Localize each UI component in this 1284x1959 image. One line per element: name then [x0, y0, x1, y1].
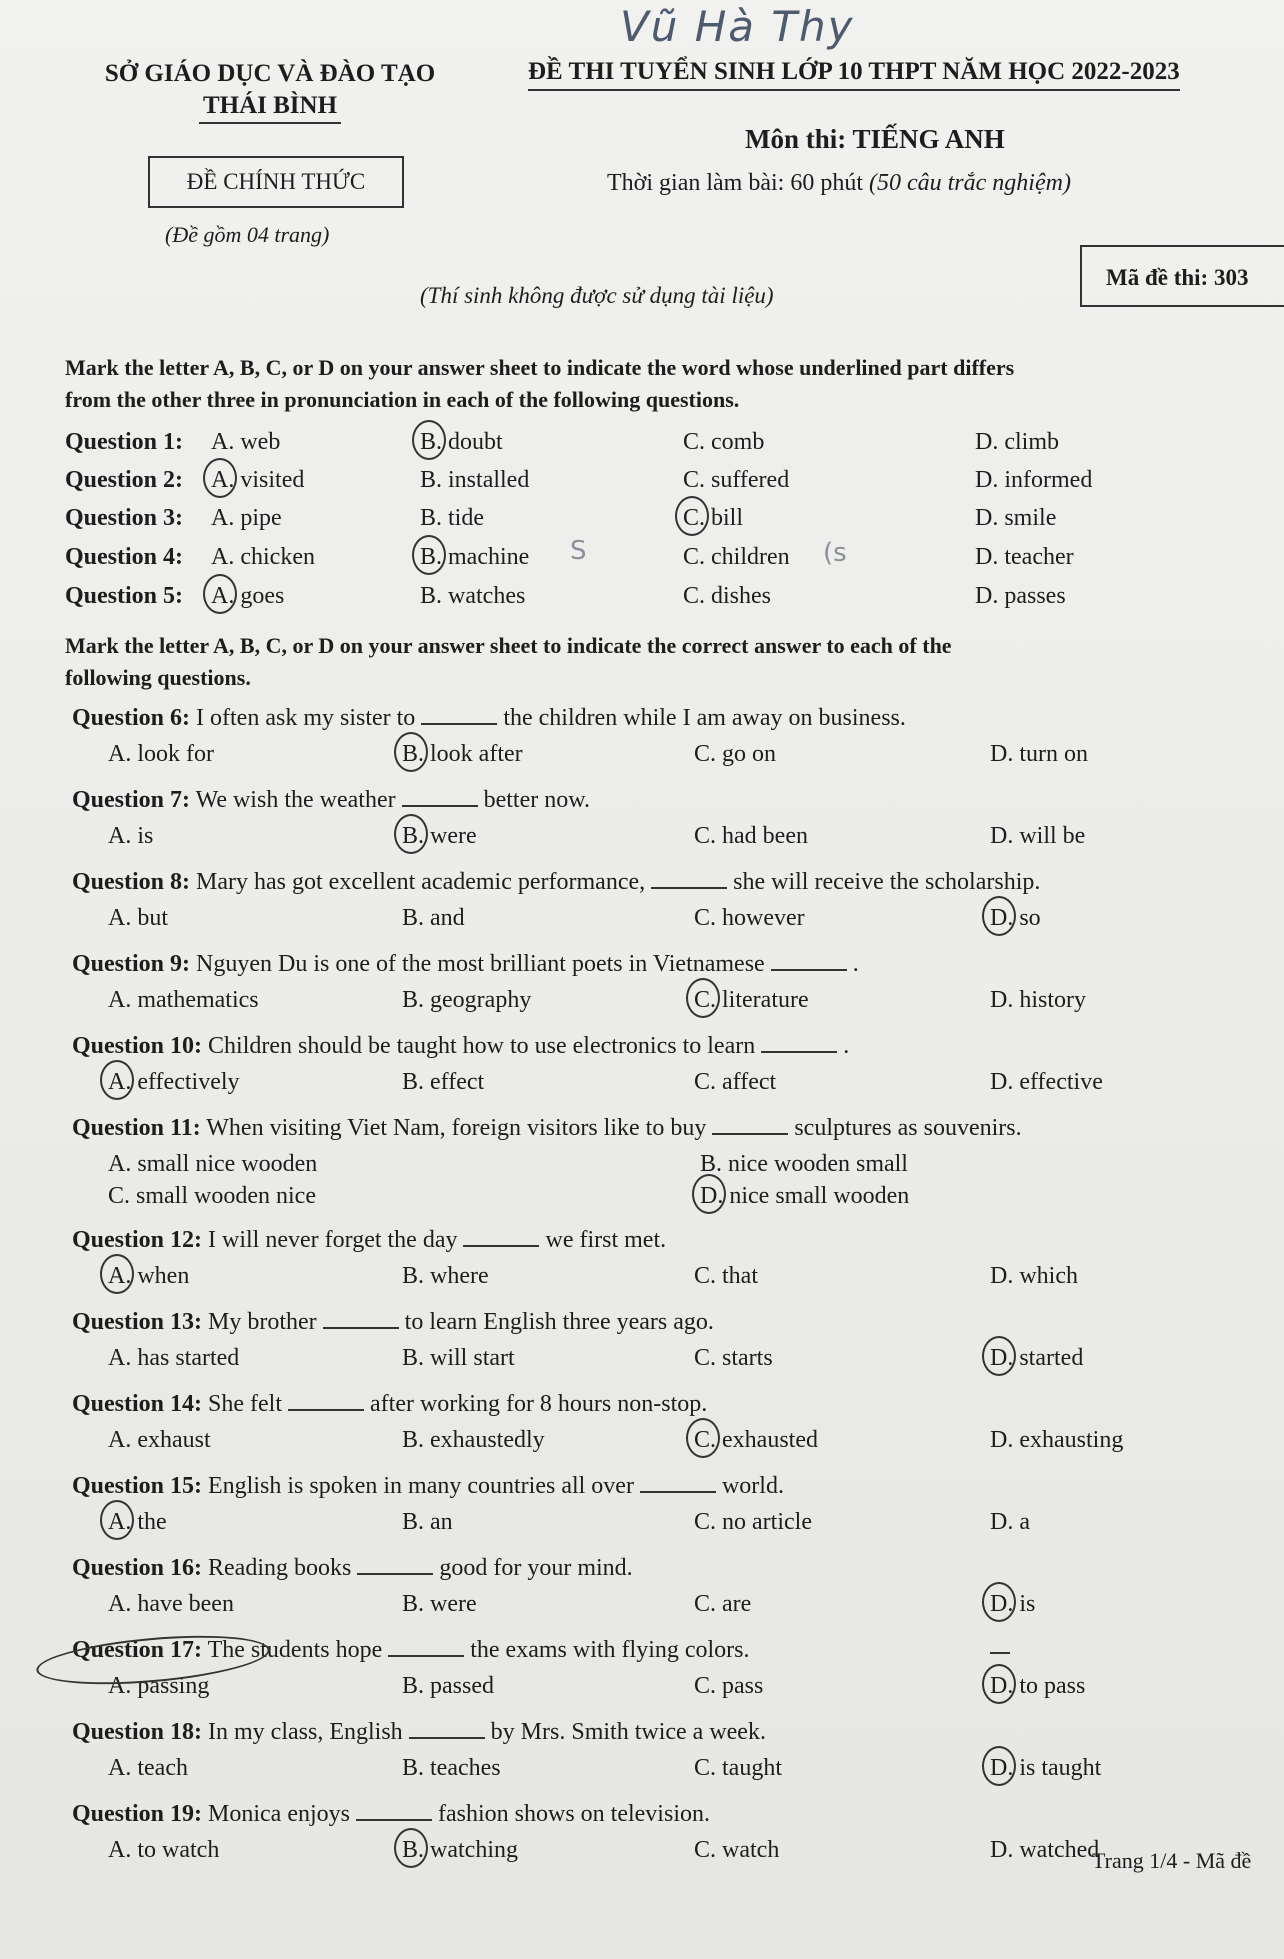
- question-label: Question 4:: [65, 544, 184, 570]
- question-stem: [72, 1222, 666, 1258]
- page-footer: Trang 1/4 - Mã đề: [1092, 1848, 1252, 1873]
- stem-before: She felt: [208, 1391, 282, 1417]
- option-a: A. has started: [108, 1345, 240, 1371]
- question-stem: [72, 1550, 633, 1586]
- option-a: A. goes: [211, 578, 284, 614]
- stem-before: Mary has got excellent academic performance,: [196, 869, 646, 895]
- stem-after: .: [843, 1033, 850, 1059]
- question-stem: [72, 946, 859, 982]
- stem-before: Children should be taught how to use electronics to learn: [208, 1033, 756, 1059]
- option-c: C. bill: [683, 500, 743, 536]
- question-label: Question 2:: [65, 467, 184, 493]
- stem-after: fashion shows on television.: [438, 1801, 710, 1827]
- option-d: D. history: [990, 987, 1087, 1013]
- question-label: Question 17:: [72, 1637, 203, 1663]
- option-a: A. to watch: [108, 1837, 220, 1863]
- answer-blank: [771, 949, 847, 971]
- question-label: Question 9:: [72, 951, 191, 977]
- stem-before: I often ask my sister to: [196, 705, 416, 731]
- answer-blank: [409, 1717, 485, 1739]
- option-b: B. were: [402, 1591, 477, 1617]
- stem-before: Reading books: [208, 1555, 352, 1581]
- stem-before: I will never forget the day: [208, 1227, 458, 1253]
- subject-line: Môn thi: TIẾNG ANH: [745, 124, 1005, 154]
- question-label: Question 11:: [72, 1115, 201, 1141]
- option-a: A. teach: [108, 1755, 188, 1781]
- question-label: Question 10:: [72, 1033, 203, 1059]
- answer-blank: [356, 1799, 432, 1821]
- options-row: [72, 1146, 1272, 1182]
- stem-after: the exams with flying colors.: [470, 1637, 750, 1663]
- stem-before: My brother: [208, 1309, 317, 1335]
- option-b: B. where: [402, 1263, 489, 1289]
- stem-before: English is spoken in many countries all over: [208, 1473, 634, 1499]
- option-c: C. suffered: [683, 467, 790, 493]
- option-c: C. go on: [694, 741, 777, 767]
- question-stem: [72, 1110, 1022, 1146]
- section1-instruction: Mark the letter A, B, C, or D on your answer sheet to indicate the word whose underlined part differs from the other three in pronunciation in each of the following questions.: [65, 355, 1015, 412]
- department-header: [80, 58, 460, 124]
- answer-blank: [651, 867, 727, 889]
- stem-after: by Mrs. Smith twice a week.: [490, 1719, 766, 1745]
- option-b: B. exhaustedly: [402, 1427, 545, 1453]
- option-d: D. which: [990, 1263, 1078, 1289]
- question-row: [65, 500, 1284, 536]
- time-line: Thời gian làm bài: 60 phút (50 câu trắc nghiệm): [607, 170, 1071, 196]
- option-a: A. web: [211, 429, 281, 455]
- option-c: C. however: [694, 905, 805, 931]
- exam-title: ĐỀ THI TUYỂN SINH LỚP 10 THPT NĂM HỌC 2022-2023: [528, 58, 1258, 86]
- option-c: C. that: [694, 1263, 759, 1289]
- option-d: D. passes: [975, 583, 1066, 609]
- option-b: B. passed: [402, 1673, 494, 1699]
- option-b: B. watches: [420, 583, 526, 609]
- stem-after: she will receive the scholarship.: [733, 869, 1041, 895]
- question-stem: [72, 1386, 707, 1422]
- option-a: A. small nice wooden: [108, 1151, 318, 1177]
- question-label: Question 8:: [72, 869, 191, 895]
- option-b: B. were: [402, 818, 477, 854]
- option-a: A. mathematics: [108, 987, 259, 1013]
- page-count-note: (Đề gồm 04 trang): [165, 222, 330, 247]
- question-stem: [72, 1028, 849, 1064]
- option-d: D. nice small wooden: [700, 1178, 909, 1214]
- question-label: Question 19:: [72, 1801, 203, 1827]
- question-label: Question 7:: [72, 787, 191, 813]
- option-c: C. affect: [694, 1069, 777, 1095]
- options-row: [72, 900, 1272, 936]
- stem-before: Monica enjoys: [208, 1801, 350, 1827]
- option-c: C. small wooden nice: [108, 1183, 316, 1209]
- option-b: B. teaches: [402, 1755, 501, 1781]
- answer-blank: [761, 1031, 837, 1053]
- options-row: [72, 1750, 1272, 1786]
- options-row: [72, 1064, 1272, 1100]
- option-d: D. started: [990, 1340, 1083, 1376]
- option-a: A. visited: [211, 462, 304, 498]
- option-d: D. exhausting: [990, 1427, 1124, 1453]
- option-c: C. starts: [694, 1345, 773, 1371]
- stem-after: good for your mind.: [439, 1555, 633, 1581]
- option-d: D. so: [990, 900, 1041, 936]
- option-d: D. to pass: [990, 1668, 1085, 1704]
- option-c: C. children: [683, 544, 790, 570]
- stem-after: the children while I am away on business.: [503, 705, 906, 731]
- question-label: Question 13:: [72, 1309, 203, 1335]
- margin-mark-es: (s: [823, 538, 847, 568]
- options-row: [72, 1178, 1272, 1214]
- question-label: Question 1:: [65, 429, 184, 455]
- option-c: C. literature: [694, 982, 809, 1018]
- option-a: A. exhaust: [108, 1427, 211, 1453]
- question-row: [65, 424, 1284, 460]
- stem-before: Nguyen Du is one of the most brilliant poets in Vietnamese: [196, 951, 765, 977]
- margin-mark-s: S: [570, 536, 587, 566]
- option-d: D. smile: [975, 505, 1057, 531]
- option-d: D. climb: [975, 429, 1059, 455]
- stem-before: The students hope: [207, 1637, 383, 1663]
- answer-blank: [463, 1225, 539, 1247]
- option-a: A. but: [108, 905, 169, 931]
- options-row: [72, 1258, 1272, 1294]
- option-a: A. when: [108, 1258, 189, 1294]
- question-label: Question 12:: [72, 1227, 203, 1253]
- answer-blank: [712, 1113, 788, 1135]
- options-row: [72, 1422, 1272, 1458]
- department-name: SỞ GIÁO DỤC VÀ ĐÀO TẠO: [104, 60, 436, 87]
- options-row: [72, 736, 1272, 772]
- question-label: Question 14:: [72, 1391, 203, 1417]
- stem-after: world.: [721, 1473, 784, 1499]
- options-row: [72, 818, 1272, 854]
- exam-code-box: Mã đề thi: 303: [1080, 245, 1284, 307]
- stem-after: better now.: [483, 787, 590, 813]
- option-d: D. effective: [990, 1069, 1103, 1095]
- option-d: D. a: [990, 1509, 1030, 1535]
- question-stem: [72, 782, 590, 818]
- no-documents-note: (Thí sinh không được sử dụng tài liệu): [420, 283, 774, 308]
- option-c: C. no article: [694, 1509, 812, 1535]
- option-a: A. chicken: [211, 544, 315, 570]
- option-c: C. comb: [683, 429, 765, 455]
- option-a: A. is: [108, 823, 154, 849]
- answer-blank: [288, 1389, 364, 1411]
- answer-blank: [421, 703, 497, 725]
- options-row: [72, 982, 1272, 1018]
- option-d: D. is taught: [990, 1750, 1101, 1786]
- question-stem: [72, 700, 906, 736]
- options-row: [72, 1504, 1272, 1540]
- option-c: C. watch: [694, 1837, 780, 1863]
- question-label: Question 15:: [72, 1473, 203, 1499]
- option-b: B. and: [402, 905, 465, 931]
- option-c: C. had been: [694, 823, 808, 849]
- stem-after: sculptures as souvenirs.: [794, 1115, 1022, 1141]
- stem-after: after working for 8 hours non-stop.: [370, 1391, 708, 1417]
- option-b: B. machine: [420, 539, 529, 575]
- option-b: B. tide: [420, 505, 485, 531]
- option-d: D. informed: [975, 467, 1093, 493]
- option-d: D. is: [990, 1586, 1035, 1622]
- answer-blank: [357, 1553, 433, 1575]
- option-a: A. pipe: [211, 505, 282, 531]
- question-stem: [72, 1714, 766, 1750]
- option-c: C. dishes: [683, 583, 772, 609]
- option-c: C. are: [694, 1591, 752, 1617]
- answer-blank: [388, 1635, 464, 1657]
- question-stem: [72, 1468, 784, 1504]
- official-label-box: ĐỀ CHÍNH THỨC: [148, 156, 404, 208]
- option-b: B. an: [402, 1509, 453, 1535]
- question-row: [65, 539, 1284, 575]
- option-b: B. installed: [420, 467, 530, 493]
- handwritten-name: Vũ Hà Thy: [620, 2, 855, 51]
- question-17-dash-mark: [990, 1652, 1010, 1654]
- option-d: D. watched: [990, 1837, 1100, 1863]
- section2-instruction: Mark the letter A, B, C, or D on your answer sheet to indicate the correct answer to each of the following questions.: [65, 633, 952, 690]
- option-b: B. effect: [402, 1069, 485, 1095]
- option-a: A. effectively: [108, 1064, 240, 1100]
- answer-blank: [640, 1471, 716, 1493]
- option-b: B. look after: [402, 736, 523, 772]
- option-d: D. will be: [990, 823, 1086, 849]
- answer-blank: [323, 1307, 399, 1329]
- option-d: D. teacher: [975, 544, 1074, 570]
- option-b: B. nice wooden small: [700, 1151, 908, 1177]
- stem-after: to learn English three years ago.: [404, 1309, 714, 1335]
- option-a: A. the: [108, 1504, 167, 1540]
- option-c: C. pass: [694, 1673, 764, 1699]
- stem-after: .: [852, 951, 859, 977]
- options-row: [72, 1668, 1272, 1704]
- question-stem: [72, 1304, 714, 1340]
- question-label: Question 5:: [65, 583, 184, 609]
- question-label: Question 6:: [72, 705, 191, 731]
- option-b: B. doubt: [420, 424, 503, 460]
- answer-blank: [402, 785, 478, 807]
- question-stem: [72, 1796, 710, 1832]
- option-c: C. exhausted: [694, 1422, 818, 1458]
- question-label: Question 18:: [72, 1719, 203, 1745]
- option-b: B. geography: [402, 987, 532, 1013]
- options-row: [72, 1586, 1272, 1622]
- question-label: Question 3:: [65, 505, 184, 531]
- question-row: [65, 578, 1284, 614]
- option-a: A. have been: [108, 1591, 234, 1617]
- option-b: B. watching: [402, 1832, 518, 1868]
- stem-after: we first met.: [545, 1227, 667, 1253]
- options-row: [72, 1340, 1272, 1376]
- option-a: A. look for: [108, 741, 214, 767]
- option-c: C. taught: [694, 1755, 783, 1781]
- question-stem: [72, 864, 1040, 900]
- option-d: D. turn on: [990, 741, 1089, 767]
- question-label: Question 16:: [72, 1555, 203, 1581]
- option-b: B. will start: [402, 1345, 515, 1371]
- stem-before: When visiting Viet Nam, foreign visitors like to buy: [206, 1115, 707, 1141]
- question-row: [65, 462, 1284, 498]
- stem-before: In my class, English: [208, 1719, 403, 1745]
- option-a: A. passing: [108, 1673, 210, 1699]
- province-name: THÁI BÌNH: [199, 90, 341, 124]
- stem-before: We wish the weather: [195, 787, 396, 813]
